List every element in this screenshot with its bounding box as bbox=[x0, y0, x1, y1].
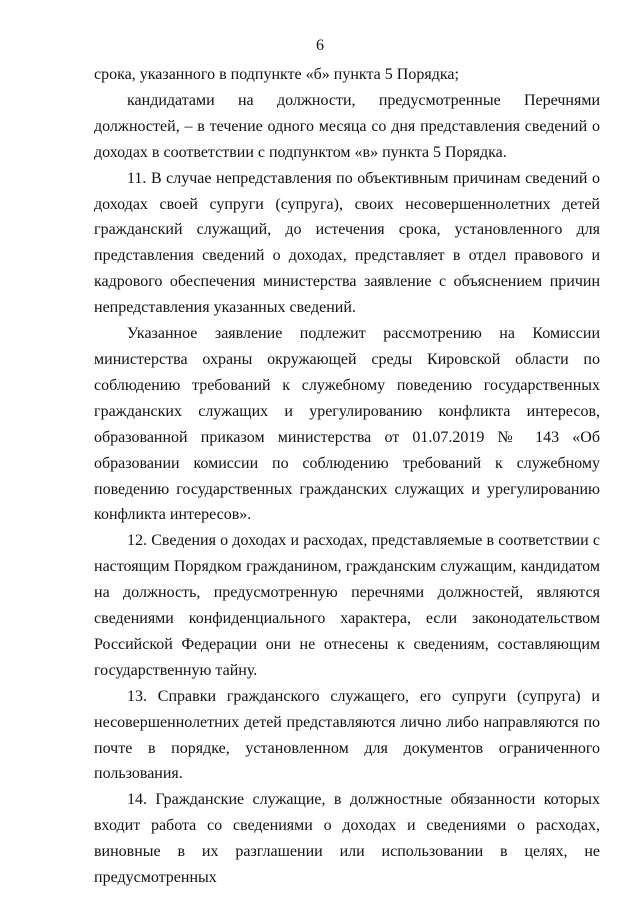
paragraph-12: 12. Сведения о доходах и расходах, представляемые в соответствии с настоящим Порядком гражданином, гражданским служащим, кандидатом на должность, предусмотренную перечнями должностей, являются сведениями конфиденциального характера, если законодательством Российской Федерации они не отнесены к сведениям, составляющим государственную тайну. bbox=[94, 532, 600, 679]
paragraph-continuation: срока, указанного в подпункте «б» пункта 5 Порядка; bbox=[94, 66, 459, 83]
paragraph-14: 14. Гражданские служащие, в должностные обязанности которых входит работа со сведениями о доходах и сведениями о расходах, виновные в их разглашении или использовании в целях, не предусмотренных bbox=[94, 791, 600, 887]
paragraph-statement: Указанное заявление подлежит рассмотрению на Комиссии министерства охраны окружающей среды Кировской области по соблюдению требований к служебному поведению государственных гражданских служащих и урегулированию конфликта интересов, образованной приказом министерства от 01.07.2019 № 143 «Об образовании комиссии по соблюдению требований к служебному поведению государственных гражданских служащих и урегулированию конфликта интересов». bbox=[94, 325, 600, 524]
document-body bbox=[94, 62, 600, 891]
paragraph-11: 11. В случае непредставления по объективным причинам сведений о доходах своей супруги (супруга), своих несовершеннолетних детей гражданский служащий, до истечения срока, установленного для представления сведений о доходах, представляет в отдел правового и кадрового обеспечения министерства заявление с объяснением причин непредставления указанных сведений. bbox=[94, 169, 600, 317]
paragraph-13: 13. Справки гражданского служащего, его супруги (супруга) и несовершеннолетних детей представляются лично либо направляются по почте в порядке, установленном для документов ограниченного пользования. bbox=[94, 687, 600, 783]
page-number: 6 bbox=[316, 37, 324, 54]
paragraph-candidates: кандидатами на должности, предусмотренные Перечнями должностей, – в течение одного месяца со дня представления сведений о доходах в соответствии с подпунктом «в» пункта 5 Порядка. bbox=[94, 91, 600, 161]
